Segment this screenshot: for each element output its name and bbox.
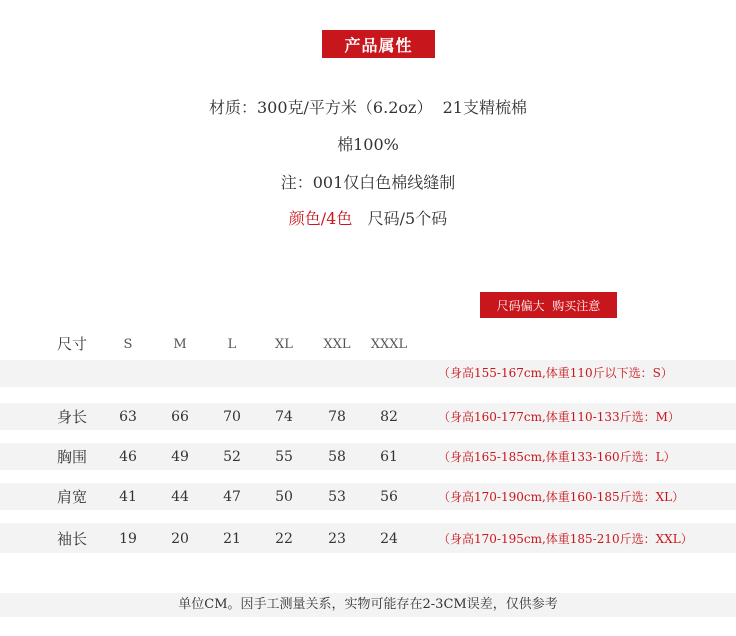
table-cell: 24 (380, 531, 398, 547)
size-header-m: M (173, 337, 187, 352)
table-cell: 47 (223, 489, 241, 505)
size-recommendation-l: （身高165-185cm,体重133-160斤选：L） (438, 450, 676, 464)
table-cell: 49 (171, 449, 189, 465)
table-cell: 19 (119, 531, 137, 547)
cotton-line: 棉100% (337, 135, 399, 154)
note-line: 注：001仅白色棉线缝制 (280, 173, 456, 192)
size-recommendation-xxl: （身高170-195cm,体重185-210斤选：XXL） (438, 532, 693, 546)
measurement-footnote: 单位CM。因手工测量关系，实物可能存在2-3CM误差，仅供参考 (0, 593, 736, 617)
size-count: 尺码/5个码 (367, 209, 448, 228)
table-cell: 66 (171, 409, 189, 425)
table-cell: 23 (328, 531, 346, 547)
size-recommendation-xl: （身高170-190cm,体重160-185斤选：XL） (438, 490, 685, 504)
table-cell: 82 (380, 409, 398, 425)
size-header-l: L (227, 337, 237, 352)
table-cell: 52 (223, 449, 241, 465)
size-header-label: 尺寸 (57, 335, 88, 353)
table-cell: 56 (380, 489, 398, 505)
table-cell: 78 (328, 409, 346, 425)
color-count: 颜色/4色 (288, 209, 353, 228)
row-label-chest: 胸围 (57, 448, 88, 466)
row-label-sleeve: 袖长 (57, 530, 88, 548)
size-recommendation-s: （身高155-167cm,体重110斤以下选：S） (438, 366, 673, 380)
table-cell: 41 (119, 489, 137, 505)
color-size-line (0, 206, 736, 229)
row-label-shoulder: 肩宽 (57, 488, 88, 506)
table-cell: 61 (380, 449, 398, 465)
table-cell: 22 (275, 531, 293, 547)
material-line: 材质：300克/平方米（6.2oz） 21支精梳棉 (209, 98, 527, 117)
table-cell: 20 (171, 531, 189, 547)
table-cell: 70 (223, 409, 241, 425)
size-recommendation-m: （身高160-177cm,体重110-133斤选：M） (438, 410, 680, 424)
size-header-xxl: XXL (323, 337, 351, 352)
table-cell: 58 (328, 449, 346, 465)
size-notice-badge: 尺码偏大 购买注意 (480, 292, 617, 318)
table-cell: 50 (275, 489, 293, 505)
table-cell: 21 (223, 531, 241, 547)
table-cell: 46 (119, 449, 137, 465)
size-header-xl: XL (275, 337, 293, 352)
table-cell: 63 (119, 409, 137, 425)
table-cell: 55 (275, 449, 293, 465)
product-attributes-title: 产品属性 (322, 30, 435, 58)
row-label-length: 身长 (57, 408, 88, 426)
table-cell: 44 (171, 489, 189, 505)
table-cell: 74 (275, 409, 293, 425)
table-cell: 53 (328, 489, 346, 505)
size-header-xxxl: XXXL (370, 337, 408, 352)
size-header-s: S (123, 337, 133, 352)
